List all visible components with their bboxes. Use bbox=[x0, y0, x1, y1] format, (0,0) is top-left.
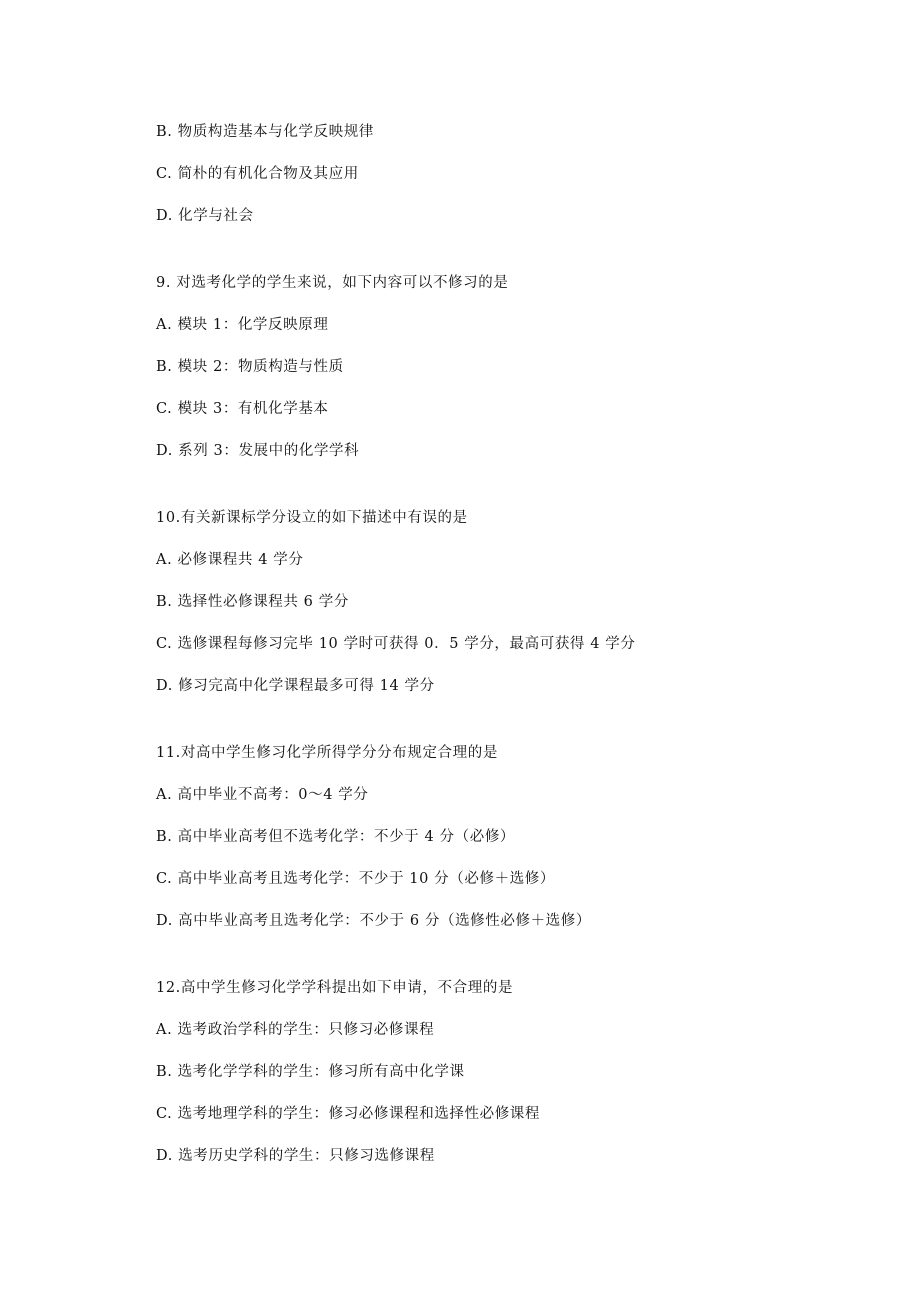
question-10-option-a: A. 必修课程共 4 学分 bbox=[156, 552, 304, 568]
question-12-option-b: B. 选考化学学科的学生：修习所有高中化学课 bbox=[156, 1064, 465, 1080]
question-12-option-a: A. 选考政治学科的学生：只修习必修课程 bbox=[156, 1022, 435, 1038]
option-d-continued: D. 化学与社会 bbox=[156, 208, 254, 224]
question-9-stem: 9. 对选考化学的学生来说，如下内容可以不修习的是 bbox=[156, 275, 509, 291]
question-10-option-c: C. 选修课程每修习完毕 10 学时可获得 0．5 学分，最高可获得 4 学分 bbox=[156, 636, 636, 652]
question-10-stem: 10.有关新课标学分设立的如下描述中有误的是 bbox=[156, 510, 468, 526]
question-12-stem: 12.高中学生修习化学学科提出如下申请，不合理的是 bbox=[156, 980, 514, 996]
question-10-option-b: B. 选择性必修课程共 6 学分 bbox=[156, 594, 349, 610]
question-9-option-c: C. 模块 3：有机化学基本 bbox=[156, 401, 329, 417]
question-11-option-b: B. 高中毕业高考但不选考化学：不少于 4 分（必修） bbox=[156, 829, 516, 845]
question-11-option-c: C. 高中毕业高考且选考化学：不少于 10 分（必修＋选修） bbox=[156, 871, 555, 887]
question-11-option-a: A. 高中毕业不高考：0～4 学分 bbox=[156, 787, 369, 803]
question-11-option-d: D. 高中毕业高考且选考化学：不少于 6 分（选修性必修＋选修） bbox=[156, 913, 591, 929]
question-9-option-b: B. 模块 2：物质构造与性质 bbox=[156, 359, 344, 375]
option-c-continued: C. 简朴的有机化合物及其应用 bbox=[156, 166, 359, 182]
question-9-option-a: A. 模块 1：化学反映原理 bbox=[156, 317, 329, 333]
question-12-option-d: D. 选考历史学科的学生：只修习选修课程 bbox=[156, 1148, 435, 1164]
question-9-option-d: D. 系列 3：发展中的化学学科 bbox=[156, 443, 360, 459]
question-11-stem: 11.对高中学生修习化学所得学分分布规定合理的是 bbox=[156, 745, 498, 761]
option-b-continued: B. 物质构造基本与化学反映规律 bbox=[156, 124, 374, 140]
question-12-option-c: C. 选考地理学科的学生：修习必修课程和选择性必修课程 bbox=[156, 1106, 540, 1122]
question-10-option-d: D. 修习完高中化学课程最多可得 14 学分 bbox=[156, 678, 435, 694]
